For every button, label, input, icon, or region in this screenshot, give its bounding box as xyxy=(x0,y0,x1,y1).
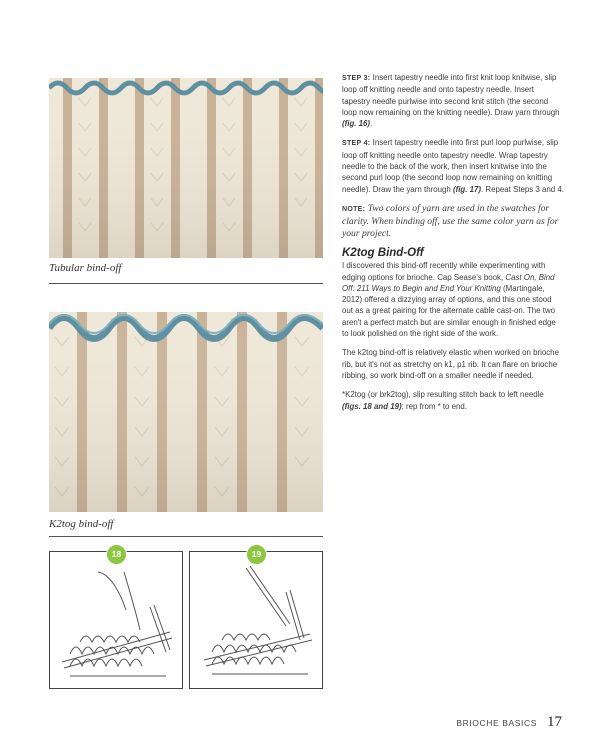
intro-text-b: (Martingale, 2012) offered a dizzying array of options, and this one stood out as a great pairing for the alternate cable cast-on. The two aren't a perfect match but are similar enough in finished edge to look polished on the right side of the work. xyxy=(342,283,556,339)
book-title: Cast On, Bind Off: 211 Ways to Begin and End Your Knitting xyxy=(342,272,555,293)
intro-text-a: I discovered this bind-off recently while experimenting with edging options for brioche. Cap Sease's book, xyxy=(342,261,546,282)
note-text: Two colors of yarn are used in the swatches for clarity. When binding off, use the same color yarn as for your project. xyxy=(342,202,559,239)
figure-19 xyxy=(189,551,323,689)
step-3-end: . xyxy=(370,119,373,129)
k2tog-instructions-paragraph xyxy=(342,389,564,412)
k2tog-intro-paragraph xyxy=(342,260,564,339)
figure-18 xyxy=(49,551,183,689)
step-4-paragraph xyxy=(342,137,564,194)
step-4-text: Insert tapestry needle into first purl loop purlwise, slip loop off knitting needle onto tapestry needle. Wrap tapestry needle to the back of the work, then insert knitwise into the second purl loop (the second loop now remaining on knitting needle). Draw the yarn through xyxy=(342,138,559,194)
caption-rule xyxy=(49,536,323,537)
note-label: NOTE: xyxy=(342,205,366,213)
page-number: 17 xyxy=(547,714,562,730)
step-4-end: . Repeat Steps 3 and 4. xyxy=(481,184,564,194)
fig-16-ref: (fig. 16) xyxy=(342,119,371,129)
knitting-diagram-18 xyxy=(50,552,181,687)
figs-18-19-ref: (figs. 18 and 19) xyxy=(342,401,402,411)
instructions-text-b: ; rep from * to end. xyxy=(401,401,467,411)
instructions-text-a: *K2tog (or brk2tog), slip resulting stitch back to left needle xyxy=(342,390,544,400)
figure-number-badge: 19 xyxy=(246,544,267,565)
k2tog-bindoff-caption: K2tog bind-off xyxy=(49,518,114,530)
k2tog-section-heading: K2tog Bind-Off xyxy=(342,246,424,259)
section-name: BRIOCHE BASICS xyxy=(456,718,537,728)
k2tog-bindoff-photo xyxy=(49,312,323,512)
knitting-diagram-19 xyxy=(190,552,321,687)
step-3-paragraph xyxy=(342,72,564,129)
instructions-column xyxy=(342,72,564,420)
fig-17-ref: (fig. 17) xyxy=(452,184,482,194)
figure-number-badge: 18 xyxy=(106,544,127,565)
tubular-swatch-image xyxy=(49,78,323,258)
step-4-label: STEP 4: xyxy=(342,140,371,148)
step-3-label: STEP 3: xyxy=(342,75,371,82)
tubular-bindoff-photo xyxy=(49,78,323,258)
k2tog-elasticity-paragraph: The k2tog bind-off is relatively elastic when worked on brioche rib, but it's not as stretchy on k1, p1 rib. It can flare on brioche ribbing, so work bind-off on a smaller needle if needed. xyxy=(342,348,559,380)
tubular-bindoff-caption: Tubular bind-off xyxy=(49,262,122,274)
caption-rule xyxy=(49,283,323,284)
step-3-text: Insert tapestry needle into first knit loop knitwise, slip loop off knitting needle and onto tapestry needle. Insert tapestry needle purlwise into second knit stitch (the second loop now remaining on the knitting needle). Draw yarn through xyxy=(342,73,560,117)
page-footer xyxy=(456,714,562,731)
k2tog-swatch-image xyxy=(49,312,323,512)
note-paragraph xyxy=(342,203,564,240)
